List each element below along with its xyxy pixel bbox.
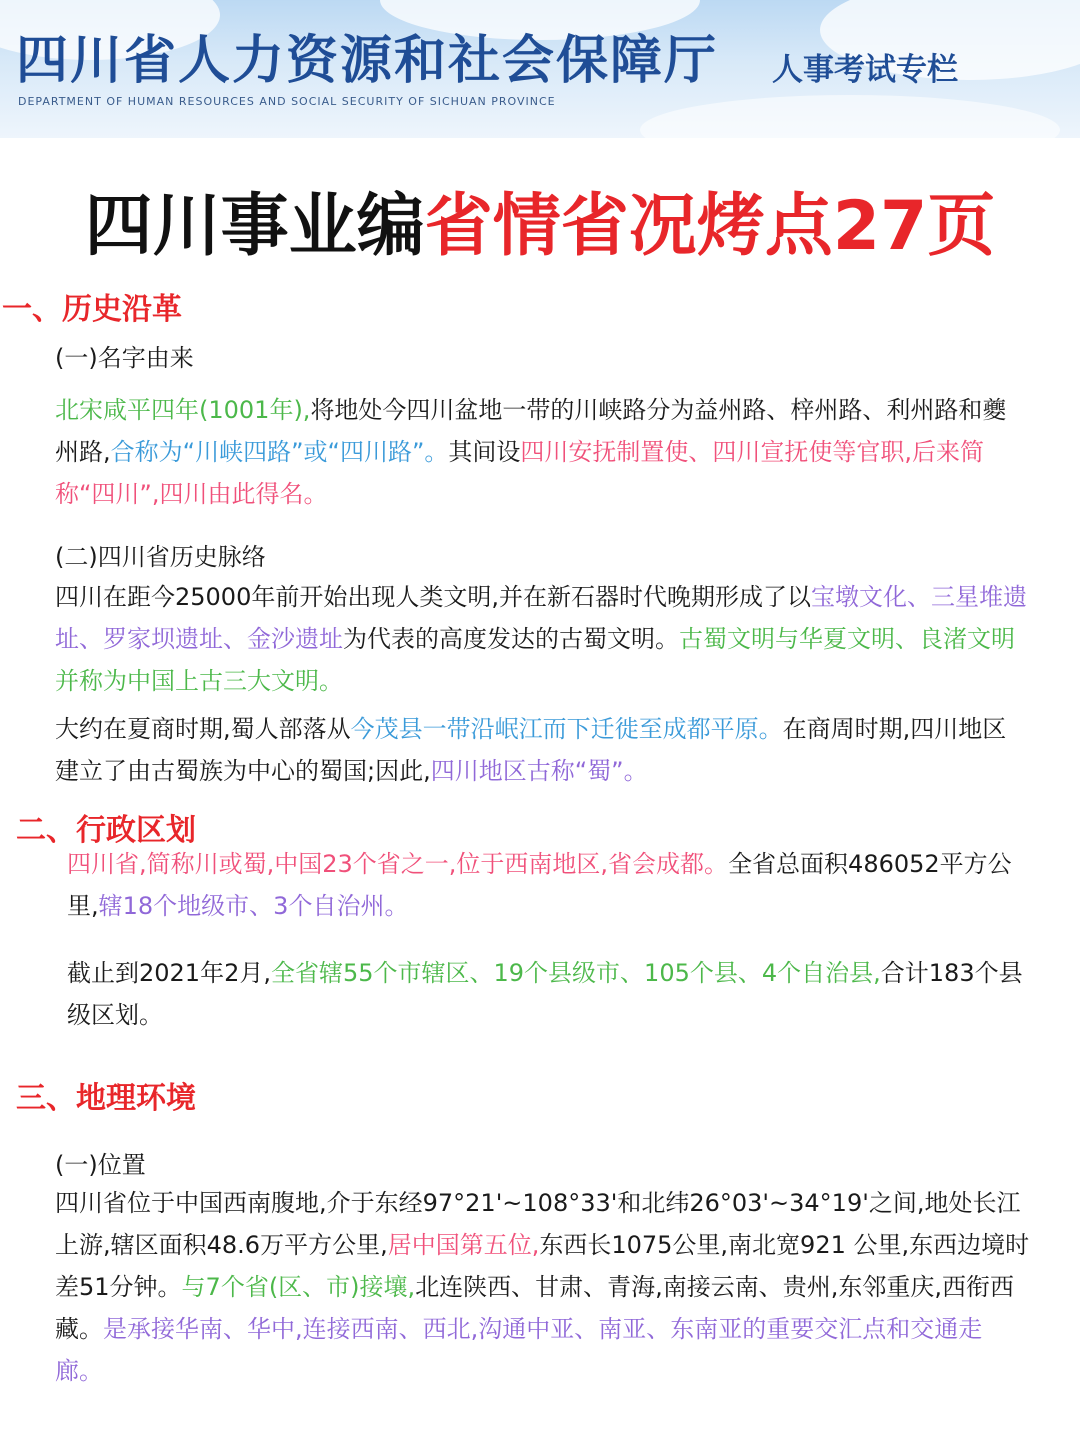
title-part-black: 四川事业编 xyxy=(84,187,425,266)
section-heading-geography: 三、地理环境 xyxy=(16,1081,196,1116)
department-subtitle: DEPARTMENT OF HUMAN RESOURCES AND SOCIAL SECURITY OF SICHUAN PROVINCE xyxy=(18,95,556,108)
text-plain: 全省总面积486052平方公里, xyxy=(67,850,1012,920)
page-title xyxy=(0,172,1080,269)
text-highlight-green: 古蜀文明与华夏文明、良渚文明并称为中国上古三大文明。 xyxy=(55,625,1015,695)
text-plain: 合计183个县级区划。 xyxy=(67,959,1023,1029)
paragraph-name-origin xyxy=(55,389,1030,515)
paragraph-province-overview xyxy=(67,843,1042,927)
text-plain: 北连陕西、甘肃、青海,南接云南、贵州,东邻重庆,西衔西藏。 xyxy=(55,1273,1015,1343)
text-plain: 大约在夏商时期,蜀人部落从 xyxy=(55,715,351,743)
text-plain: 截止到2021年2月, xyxy=(67,959,271,987)
text-highlight-blue: 合称为“川峡四路”或“四川路”。 xyxy=(110,438,449,466)
title-part-red: 省情省况烤点27页 xyxy=(424,187,996,266)
text-highlight-blue: 今茂县一带沿岷江而下迁徙至成都平原。 xyxy=(350,715,783,743)
text-plain: 在商周时期,四川地区建立了由古蜀族为中心的蜀国;因此, xyxy=(55,715,1007,785)
header-banner xyxy=(0,0,1080,138)
text-highlight-purple: 宝墩文化、三星堆遗址、罗家坝遗址、金沙遗址 xyxy=(55,583,1027,653)
department-title: 四川省人力资源和社会保障厅 xyxy=(16,30,719,91)
paragraph-shu-kingdom xyxy=(55,708,1030,792)
text-highlight-purple: 四川地区古称“蜀”。 xyxy=(430,757,648,785)
paragraph-history-context xyxy=(55,576,1030,702)
text-highlight-green: 北宋咸平四年(1001年), xyxy=(55,396,311,424)
text-plain: 四川省位于中国西南腹地,介于东经97°21'~108°33'和北纬26°03'~34°19'之间,地处长江上游,辖区面积48.6万平方公里, xyxy=(55,1189,1021,1259)
subheading-location: (一)位置 xyxy=(55,1151,146,1179)
subheading-history-context: (二)四川省历史脉络 xyxy=(55,543,266,571)
text-plain: 为代表的高度发达的古蜀文明。 xyxy=(343,625,679,653)
subheading-name-origin: (一)名字由来 xyxy=(55,344,194,372)
text-highlight-green: 全省辖55个市辖区、19个县级市、105个县、4个自治县, xyxy=(270,959,881,987)
text-plain: 其间设 xyxy=(448,438,521,466)
text-highlight-purple: 是承接华南、华中,连接西南、西北,沟通中亚、南亚、东南亚的重要交汇点和交通走廊。 xyxy=(55,1315,983,1385)
cloud-decoration xyxy=(640,95,1060,138)
text-plain: 四川在距今25000年前开始出现人类文明,并在新石器时代晚期形成了以 xyxy=(55,583,811,611)
text-highlight-pink: 四川省,简称川或蜀,中国23个省之一,位于西南地区,省会成都。 xyxy=(67,850,729,878)
section-heading-history: 一、历史沿革 xyxy=(2,292,182,327)
paragraph-county-divisions xyxy=(67,952,1042,1036)
text-plain: 将地处今四川盆地一带的川峡路分为益州路、梓州路、利州路和夔州路, xyxy=(55,396,1007,466)
text-plain: 东西长1075公里,南北宽921 公里,东西边境时差51分钟。 xyxy=(55,1231,1030,1301)
text-highlight-pink: 居中国第五位, xyxy=(387,1231,540,1259)
text-highlight-pink: 四川安抚制置使、四川宣抚使等官职,后来简称“四川”,四川由此得名。 xyxy=(55,438,985,508)
section-heading-administration: 二、行政区划 xyxy=(16,813,196,848)
column-tag: 人事考试专栏 xyxy=(772,52,958,88)
text-highlight-green: 与7个省(区、市)接壤, xyxy=(181,1273,416,1301)
paragraph-location xyxy=(55,1182,1030,1392)
text-highlight-purple: 辖18个地级市、3个自治州。 xyxy=(98,892,409,920)
